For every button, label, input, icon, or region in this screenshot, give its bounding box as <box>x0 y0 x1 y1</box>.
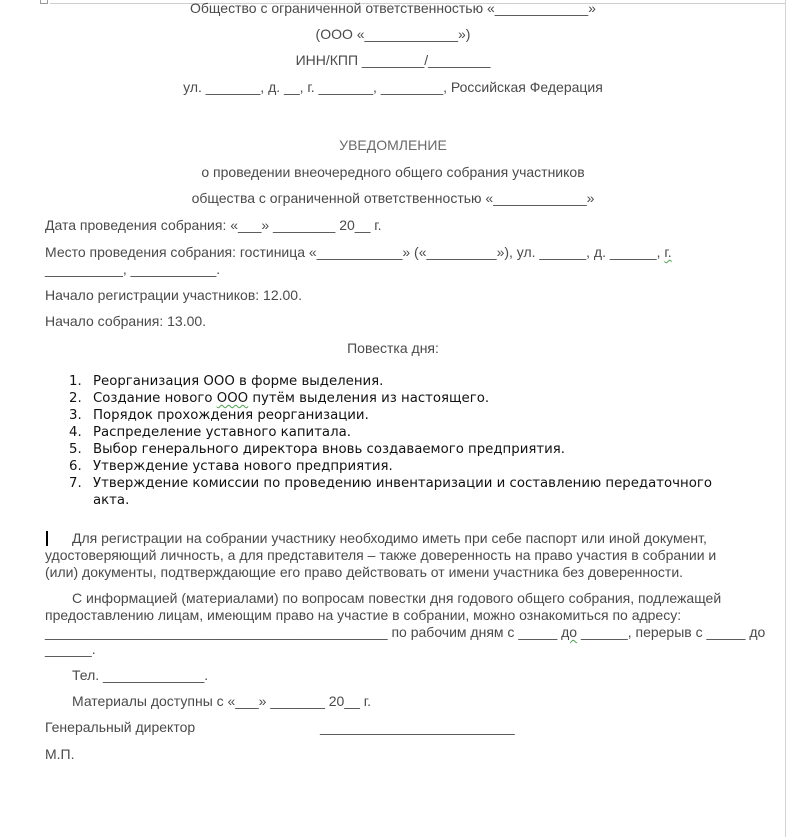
info-paragraph-line-3: ____________________________________________ по рабочим дням с _____ до ______, перерыв с _____ до <box>45 624 766 640</box>
notice-subtitle-1: о проведении внеочередного общего собрания участников <box>201 164 585 180</box>
signature-label: Генеральный директор <box>45 719 196 735</box>
agenda-item: 1. Реорганизация ООО в форме выделения. <box>69 374 384 389</box>
agenda-item: 4. Распределение уставного капитала. <box>69 425 351 440</box>
notice-subtitle-2: общества с ограниченной ответственностью «____________» <box>191 190 595 206</box>
phone-line: Тел. _____________. <box>72 667 209 683</box>
short-name: (ООО «____________») <box>315 26 471 42</box>
registration-paragraph-line-1: Для регистрации на собрании участнику необходимо иметь при себе паспорт или иной документ, <box>72 530 707 546</box>
text-cursor <box>46 531 48 546</box>
address-line: ул. _______, д. __, г. _______, ________, Российская Федерация <box>183 79 603 95</box>
signature-line: _________________________ <box>320 719 515 735</box>
meeting-date: Дата проведения собрания: «___» ________ 20__ г. <box>45 217 382 233</box>
agenda-item: 6. Утверждение устава нового предприятия. <box>69 459 393 474</box>
materials-line: Материалы доступны с «___» _______ 20__ г. <box>72 693 372 709</box>
info-paragraph-line-2: предоставлению лицам, имеющим право на участие в собрании, можно ознакомиться по адресу: <box>45 607 682 623</box>
notice-title: УВЕДОМЛЕНИЕ <box>339 137 447 153</box>
info-paragraph-line-1: С информацией (материалами) по вопросам повестки дня годового общего собрания, подлежащей <box>72 590 722 606</box>
registration-paragraph-line-3: (или) документы, подтверждающие его право действовать от имени участника без доверенности. <box>45 564 684 580</box>
agenda-list <box>47 373 767 509</box>
meeting-start: Начало собрания: 13.00. <box>45 313 207 329</box>
company-line: Общество с ограниченной ответственностью «____________» <box>190 0 596 16</box>
inn-kpp: ИНН/КПП ________/________ <box>295 52 491 68</box>
page-edge <box>785 0 786 837</box>
registration-paragraph-line-2: удостоверяющий личность, а для представителя – также доверенность на право участия в собрании и <box>45 547 717 563</box>
agenda-item: 5. Выбор генерального директора вновь создаваемого предприятия. <box>69 442 565 457</box>
spellcheck-word: г. <box>664 244 672 260</box>
spellcheck-word: ООО <box>216 391 249 406</box>
spellcheck-word: до <box>561 624 578 640</box>
meeting-place-line-2: __________, ___________. <box>45 261 221 277</box>
agenda-item: 3. Порядок прохождения реорганизации. <box>69 408 369 423</box>
stamp-label: М.П. <box>45 746 75 762</box>
meeting-place-line-1: Место проведения собрания: гостиница «___________» («_________»), ул. ______, д. ______, г. <box>45 244 672 260</box>
agenda-item: 7. Утверждение комиссии по проведению инвентаризации и составлению передаточного акта. <box>69 476 712 508</box>
agenda-item: 2. Создание нового ООО путём выделения из настоящего. <box>69 391 490 406</box>
registration-start: Начало регистрации участников: 12.00. <box>45 287 302 303</box>
info-paragraph-line-4: ______. <box>45 641 96 657</box>
agenda-heading: Повестка дня: <box>347 340 439 356</box>
